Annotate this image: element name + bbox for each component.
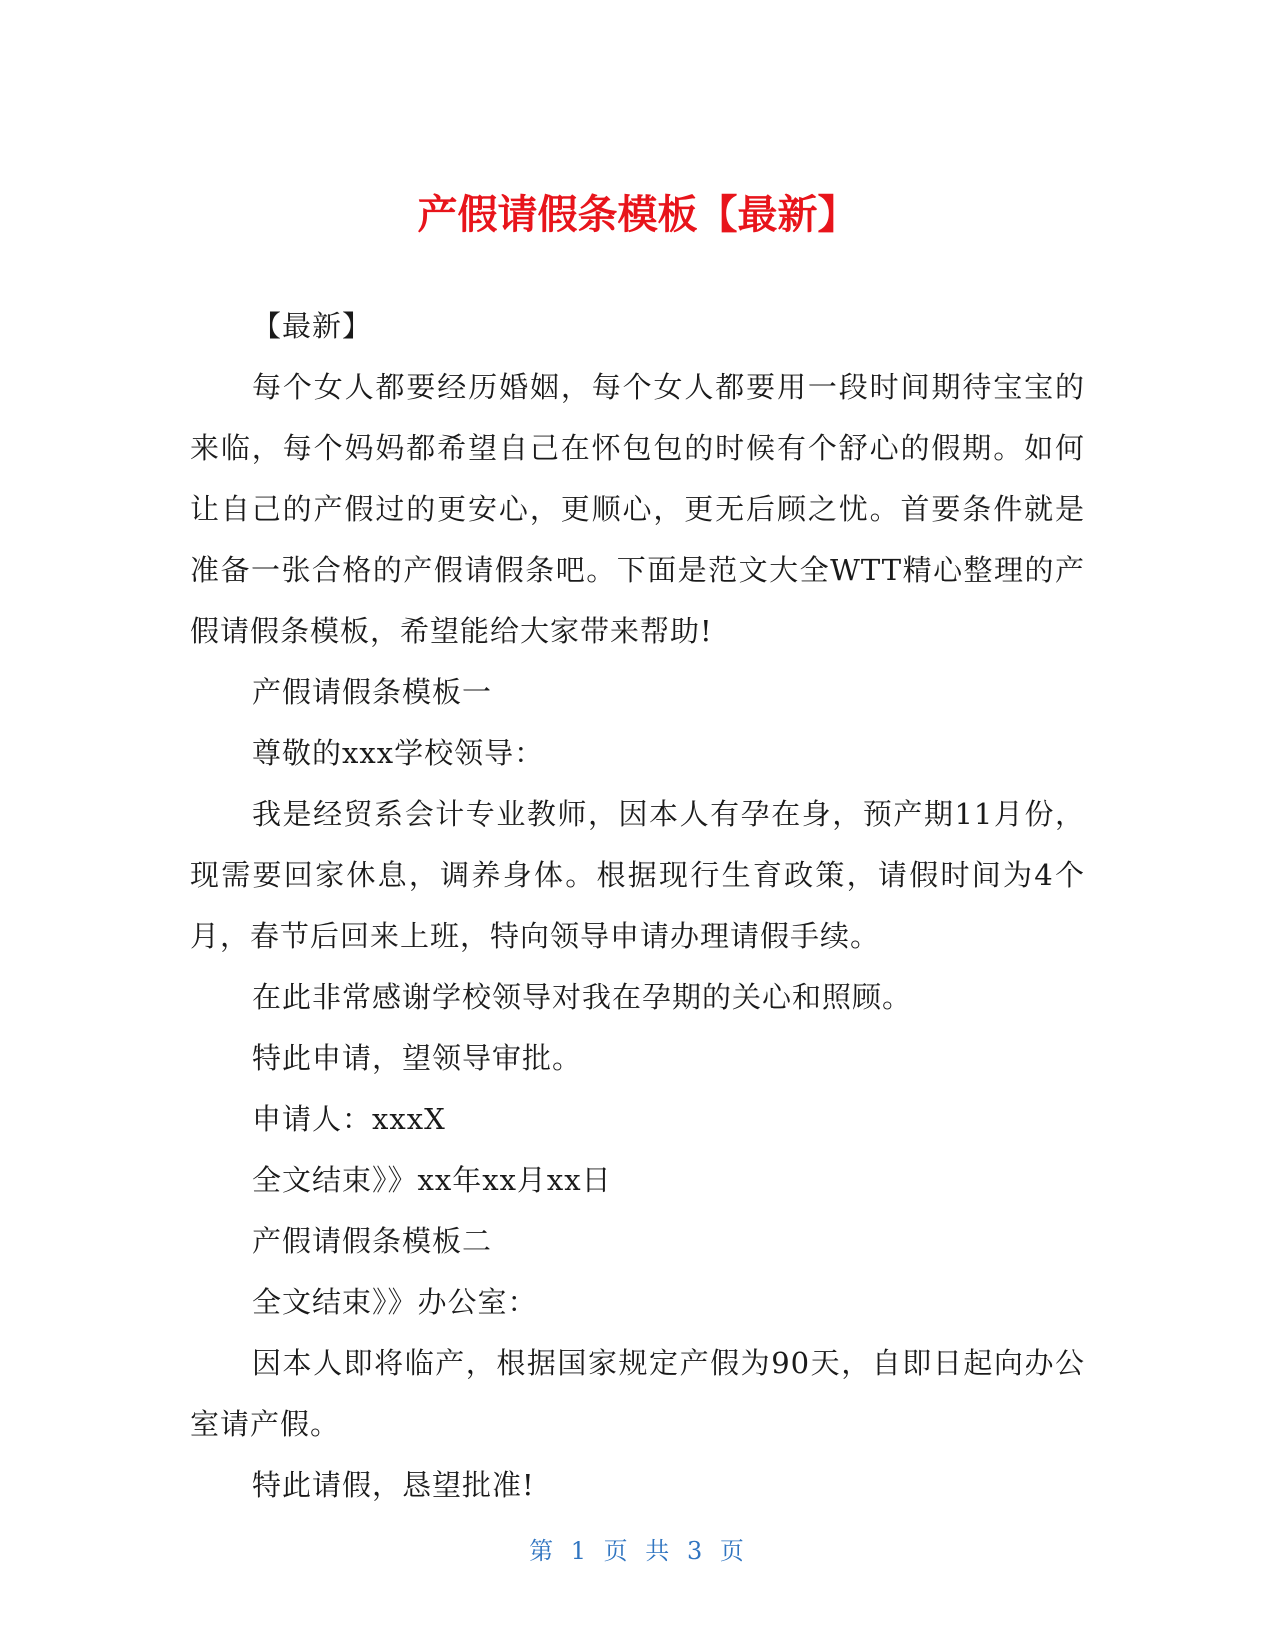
letter-request: 特此申请，望领导审批。 (252, 1041, 583, 1075)
letter-two-salutation: 全文结束》》办公室： (252, 1285, 538, 1319)
letter-salutation: 尊敬的xxx学校领导： (252, 736, 545, 770)
intro-paragraph: 每个女人都要经历婚姻，每个女人都要用一段时间期待宝宝的来临，每个妈妈都希望自己在怀包包的时候有个舒心的假期。如何让自己的产假过的更安心，更顺心，更无后顾之忧。首要条件就是准备一张合格的产假请假条吧。下面是范文大全WTT精心整理的产假请假条模板，希望能给大家带来帮助! (190, 370, 1085, 648)
document-body (190, 296, 1085, 1516)
intro-tag: 【最新】 (252, 309, 373, 343)
template-one-heading: 产假请假条模板一 (252, 675, 493, 709)
page-number: 第 1 页 共 3 页 (529, 1537, 746, 1565)
page-title: 产假请假条模板【最新】 (417, 191, 858, 238)
letter-two-closing: 特此请假，恳望批准! (252, 1468, 535, 1502)
letter-thanks: 在此非常感谢学校领导对我在孕期的关心和照顾。 (252, 980, 913, 1014)
template-two-heading: 产假请假条模板二 (252, 1224, 493, 1258)
letter-body: 我是经贸系会计专业教师，因本人有孕在身，预产期11月份，现需要回家休息，调养身体。根据现行生育政策，请假时间为4个月，春节后回来上班，特向领导申请办理请假手续。 (190, 797, 1085, 953)
letter-two-body: 因本人即将临产，根据国家规定产假为90天，自即日起向办公室请产假。 (190, 1346, 1085, 1441)
letter-applicant: 申请人：xxxX (252, 1102, 446, 1136)
letter-date: 全文结束》》xx年xx月xx日 (252, 1163, 612, 1197)
